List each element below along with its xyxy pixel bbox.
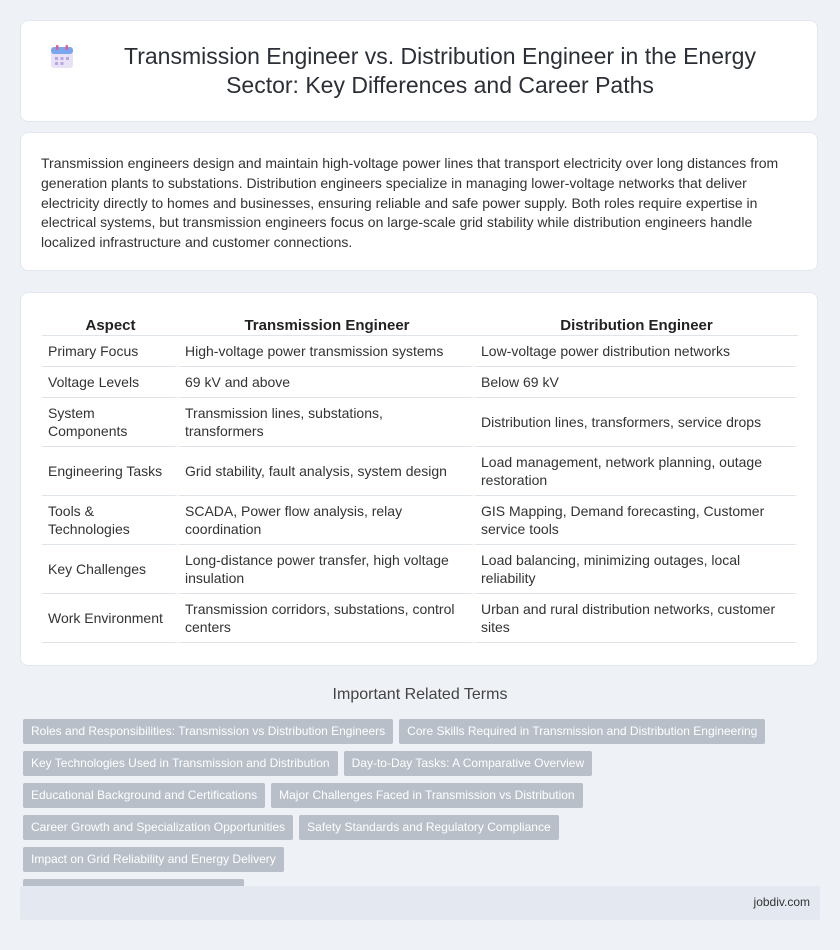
table-cell: High-voltage power transmission systems (179, 336, 475, 367)
related-term-tag[interactable]: Day-to-Day Tasks: A Comparative Overview (344, 751, 593, 776)
comparison-table (42, 313, 798, 643)
table-cell: Engineering Tasks (42, 447, 179, 496)
page-title: Transmission Engineer vs. Distribution Engineer in the Energy Sector: Key Differences and Career Paths (124, 43, 756, 98)
table-row (42, 447, 798, 496)
table-cell: Primary Focus (42, 336, 179, 367)
related-term-tag[interactable]: Key Technologies Used in Transmission and Distribution (23, 751, 338, 776)
table-row (42, 398, 798, 447)
related-terms-heading: Important Related Terms (332, 686, 508, 703)
related-term-tag[interactable]: Career Growth and Specialization Opportunities (23, 815, 293, 840)
table-row (42, 545, 798, 594)
footer (20, 886, 820, 920)
footer-site-link[interactable]: jobdiv.com (753, 895, 810, 909)
table-cell: GIS Mapping, Demand forecasting, Customer service tools (475, 496, 798, 545)
title-card (20, 20, 818, 122)
intro-card (20, 132, 818, 271)
table-header-row (42, 313, 798, 336)
table-row (42, 336, 798, 367)
table-cell: Work Environment (42, 594, 179, 643)
table-cell: Key Challenges (42, 545, 179, 594)
table-cell: Voltage Levels (42, 367, 179, 398)
related-term-tag[interactable]: Educational Background and Certifications (23, 783, 265, 808)
table-cell: Below 69 kV (475, 367, 798, 398)
table-cell: Urban and rural distribution networks, customer sites (475, 594, 798, 643)
related-term-tag[interactable]: Safety Standards and Regulatory Compliance (299, 815, 558, 840)
comparison-card (20, 292, 818, 666)
header-distribution: Distribution Engineer (475, 313, 798, 336)
calendar-icon (49, 44, 75, 70)
intro-paragraph: Transmission engineers design and maintain high-voltage power lines that transport electricity over long distances from generation plants to substations. Distribution engineers specialize in managing lower-voltage networks that deliver electricity directly to homes and businesses, ensuring reliable and safe power supply. Both roles require expertise in electrical systems, but transmission engineers focus on large-scale grid stability while distribution engineers handle localized infrastructure and customer connections. (41, 155, 779, 251)
table-cell: Load balancing, minimizing outages, local reliability (475, 545, 798, 594)
related-term-tag[interactable]: Impact on Grid Reliability and Energy Delivery (23, 847, 284, 872)
table-cell: Low-voltage power distribution networks (475, 336, 798, 367)
table-cell: 69 kV and above (179, 367, 475, 398)
table-row (42, 594, 798, 643)
header-aspect: Aspect (42, 313, 179, 336)
related-terms-list (23, 719, 823, 911)
table-cell: Grid stability, fault analysis, system design (179, 447, 475, 496)
related-term-tag[interactable]: Roles and Responsibilities: Transmission vs Distribution Engineers (23, 719, 393, 744)
related-term-tag[interactable]: Major Challenges Faced in Transmission vs Distribution (271, 783, 582, 808)
table-cell: Distribution lines, transformers, service drops (475, 398, 798, 447)
table-cell: Tools & Technologies (42, 496, 179, 545)
table-cell: System Components (42, 398, 179, 447)
table-cell: Transmission corridors, substations, control centers (179, 594, 475, 643)
table-cell: Transmission lines, substations, transformers (179, 398, 475, 447)
header-transmission: Transmission Engineer (179, 313, 475, 336)
table-row (42, 367, 798, 398)
table-cell: SCADA, Power flow analysis, relay coordination (179, 496, 475, 545)
table-row (42, 496, 798, 545)
table-cell: Long-distance power transfer, high voltage insulation (179, 545, 475, 594)
related-term-tag[interactable]: Core Skills Required in Transmission and Distribution Engineering (399, 719, 765, 744)
table-cell: Load management, network planning, outage restoration (475, 447, 798, 496)
